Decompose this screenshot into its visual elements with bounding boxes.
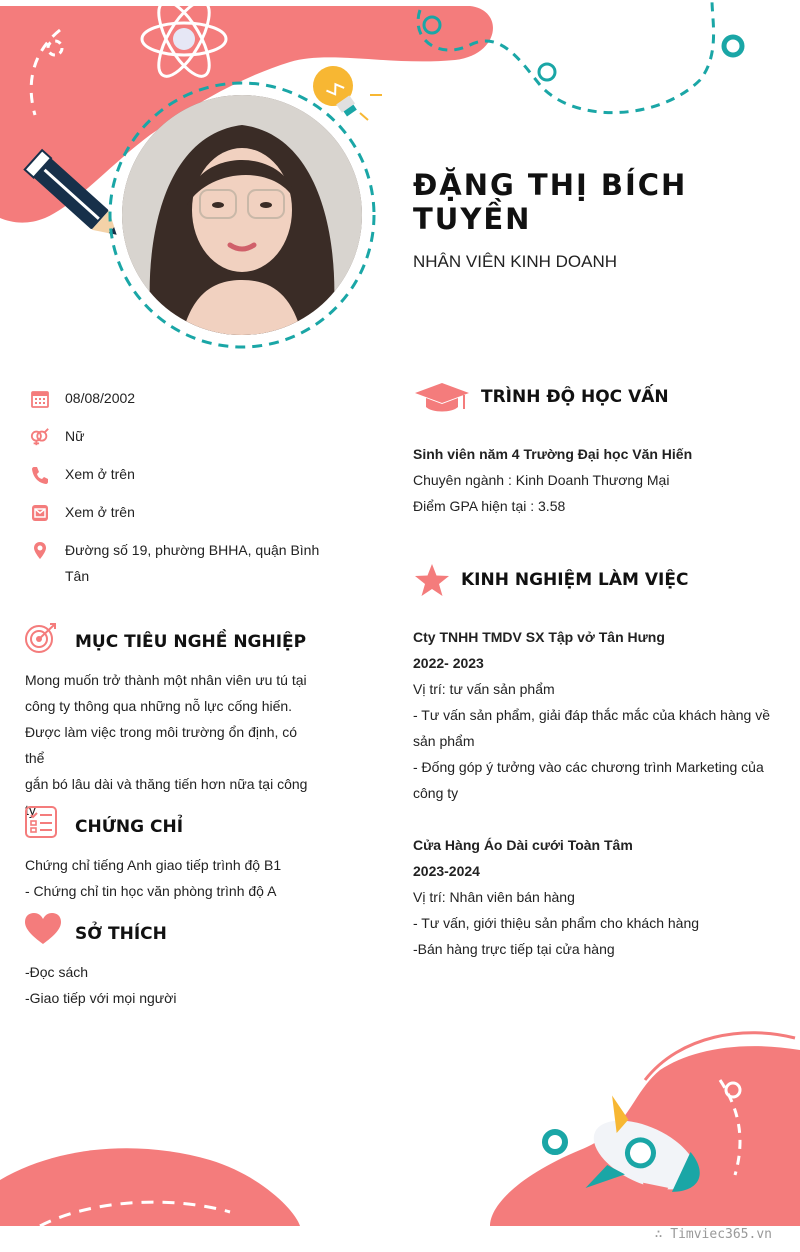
full-name: ĐẶNG THỊ BÍCH TUYỀN <box>413 168 688 236</box>
checklist-icon <box>24 805 58 839</box>
company-name: Cửa Hàng Áo Dài cưới Toàn Tâm <box>413 837 633 853</box>
school-name: Sinh viên năm 4 Trường Đại học Văn Hiến <box>413 446 693 462</box>
objective-text <box>25 667 320 823</box>
job-title: NHÂN VIÊN KINH DOANH <box>413 252 618 271</box>
objective-line: Được làm việc trong môi trường ổn định, có thể <box>25 724 298 766</box>
job-duty: - Đống góp ý tưởng vào các chương trình Marketing của <box>413 759 764 775</box>
job-duty: sản phẩm <box>413 733 475 749</box>
email-text: Xem ở trên <box>65 504 135 520</box>
job-duty: - Tư vấn, giới thiệu sản phẩm cho khách hàng <box>413 915 700 931</box>
watermark: ∴ Timviec365.vn <box>654 1227 772 1242</box>
job-period: 2023-2024 <box>413 863 480 879</box>
certificate-line: Chứng chỉ tiếng Anh giao tiếp trình độ B1 <box>25 857 282 873</box>
company-name: Cty TNHH TMDV SX Tập vở Tân Hưng <box>413 629 665 645</box>
contact-item-birthday <box>30 388 325 411</box>
education-title: TRÌNH ĐỘ HỌC VẤN <box>481 387 669 407</box>
profile-photo <box>122 95 362 335</box>
education-text <box>413 441 783 519</box>
job-duty: công ty <box>413 785 459 801</box>
email-icon <box>30 503 50 523</box>
experience-job-1 <box>413 624 773 806</box>
avatar-illustration <box>122 95 362 335</box>
star-icon <box>414 563 450 597</box>
experience-title: KINH NGHIỆM LÀM VIỆC <box>461 570 689 590</box>
hobbies-text <box>25 959 325 1011</box>
gender-text: Nữ <box>65 428 85 444</box>
job-period: 2022- 2023 <box>413 655 484 671</box>
contact-item-phone <box>30 464 325 487</box>
lightbulb-icon <box>305 58 368 124</box>
birthday-text: 08/08/2002 <box>65 390 136 406</box>
experience-job-2 <box>413 832 773 962</box>
phone-text: Xem ở trên <box>65 466 135 482</box>
job-position: Vị trí: Nhân viên bán hàng <box>413 889 575 905</box>
gender-icon <box>30 427 50 447</box>
target-icon <box>24 621 58 655</box>
hobby-line: -Đọc sách <box>25 964 89 980</box>
job-duty: - Tư vấn sản phẩm, giải đáp thắc mắc của khách hàng về <box>413 707 770 723</box>
bottom-left-blob <box>0 1148 300 1226</box>
phone-icon <box>30 465 50 485</box>
contact-item-email <box>30 502 325 525</box>
hobby-line: -Giao tiếp với mọi người <box>25 990 177 1006</box>
objective-line: ty <box>25 802 36 818</box>
objective-title: MỤC TIÊU NGHỀ NGHIỆP <box>75 632 307 652</box>
certificate-line: - Chứng chỉ tin học văn phòng trình độ A <box>25 883 277 899</box>
job-position: Vị trí: tư vấn sản phẩm <box>413 681 555 697</box>
address-text: Đường số 19, phường BHHA, quận Bình Tân <box>65 542 320 584</box>
objective-line: công ty thông qua những nỗ lực cống hiến. <box>25 698 293 714</box>
graduation-cap-icon <box>414 381 470 415</box>
contact-item-gender <box>30 426 325 449</box>
calendar-icon <box>30 389 50 409</box>
certificates-title: CHỨNG CHỈ <box>75 817 184 837</box>
certificates-text <box>25 852 325 904</box>
contact-item-address <box>30 540 325 589</box>
location-icon <box>30 541 50 561</box>
objective-line: Mong muốn trở thành một nhân viên ưu tú tại <box>25 672 307 688</box>
hobbies-title: SỞ THÍCH <box>75 924 167 944</box>
heart-icon <box>24 912 62 946</box>
gpa: Điểm GPA hiện tại : 3.58 <box>413 498 566 514</box>
major: Chuyên ngành : Kinh Doanh Thương Mại <box>413 472 670 488</box>
job-duty: -Bán hàng trực tiếp tại cửa hàng <box>413 941 615 957</box>
objective-line: gắn bó lâu dài và thăng tiến hơn nữa tại công <box>25 776 308 792</box>
